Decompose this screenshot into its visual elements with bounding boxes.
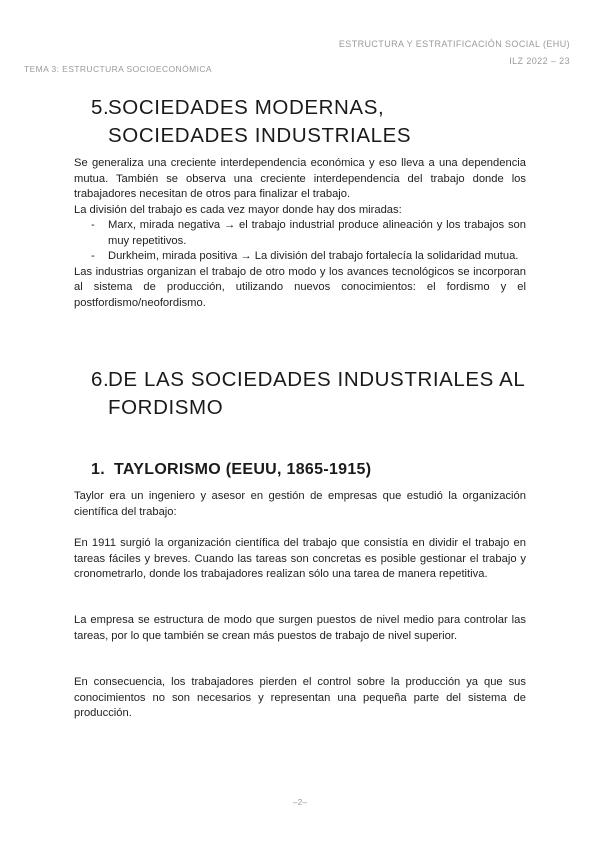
paragraph: En 1911 surgió la organización científica del trabajo que consistía en dividir el trabajo en tareas fáciles y breves. Cuando las tareas son concretas es posible gestionar el trabajo y cronometrarlo, donde los trabajadores realizan sólo una tarea de manera repetitiva.	[74, 537, 526, 580]
list-item	[74, 218, 526, 249]
subsection-1-number: 1.	[91, 461, 105, 478]
list-item	[74, 249, 526, 265]
section-6-body	[74, 613, 526, 644]
dash-marker: -	[91, 219, 95, 231]
section-6	[74, 366, 526, 422]
paragraph: Se generaliza una creciente interdependencia económica y eso lleva a una dependencia mutua. También se observa una creciente interdependencia del trabajo donde los trabajadores necesitan de otros para finalizar el trabajo.	[74, 157, 526, 200]
section-6-body	[74, 489, 526, 520]
subsection-1-heading	[74, 459, 526, 481]
dash-marker: -	[91, 250, 95, 262]
section-6-body	[74, 675, 526, 722]
paragraph: Las industrias organizan el trabajo de otro modo y los avances tecnológicos se incorporan al sistema de producción, utilizando nuevos conocimientos: el fordismo y el postfordismo/neofordismo.	[74, 265, 526, 309]
section-5-title-line2: SOCIEDADES INDUSTRIALES	[108, 124, 412, 147]
section-5	[74, 94, 526, 150]
section-5-number: 5.	[91, 96, 110, 119]
subsection-1	[74, 459, 526, 481]
paragraph: Taylor era un ingeniero y asesor en gestión de empresas que estudió la organización científica del trabajo:	[74, 490, 526, 518]
academic-year: ILZ 2022 – 23	[509, 56, 570, 66]
section-5-title-line1: SOCIEDADES MODERNAS,	[108, 96, 385, 119]
section-6-number: 6.	[91, 368, 110, 391]
topic-header: TEMA 3: ESTRUCTURA SOCIOECONÓMICA	[24, 64, 212, 74]
list-item-text: Marx, mirada negativa → el trabajo industrial produce alineación y los trabajos son muy repetitivos.	[108, 219, 526, 247]
page-number: –2–	[292, 797, 308, 807]
section-5-heading	[74, 94, 526, 150]
paragraph: La división del trabajo es cada vez mayor donde hay dos miradas:	[74, 203, 402, 216]
section-6-body	[74, 536, 526, 583]
course-title: ESTRUCTURA Y ESTRATIFICACIÓN SOCIAL (EHU)	[338, 39, 570, 49]
section-6-title-line2: FORDISMO	[108, 396, 224, 419]
section-6-title-line1: DE LAS SOCIEDADES INDUSTRIALES AL	[108, 368, 526, 391]
subsection-1-title: TAYLORISMO (EEUU, 1865-1915)	[114, 461, 372, 478]
section-5-body	[74, 156, 526, 311]
paragraph: La empresa se estructura de modo que surgen puestos de nivel medio para controlar las tareas, por lo que también se crean más puestos de trabajo de nivel superior.	[74, 614, 526, 642]
list-item-text: Durkheim, mirada positiva → La división del trabajo fortalecía la solidaridad mutua.	[108, 250, 519, 262]
bullet-list	[74, 218, 526, 265]
paragraph: En consecuencia, los trabajadores pierden el control sobre la producción ya que sus conocimientos no son necesarios y representan una pequeña parte del sistema de producción.	[74, 676, 526, 719]
running-header	[339, 36, 570, 70]
section-6-heading	[74, 366, 526, 422]
